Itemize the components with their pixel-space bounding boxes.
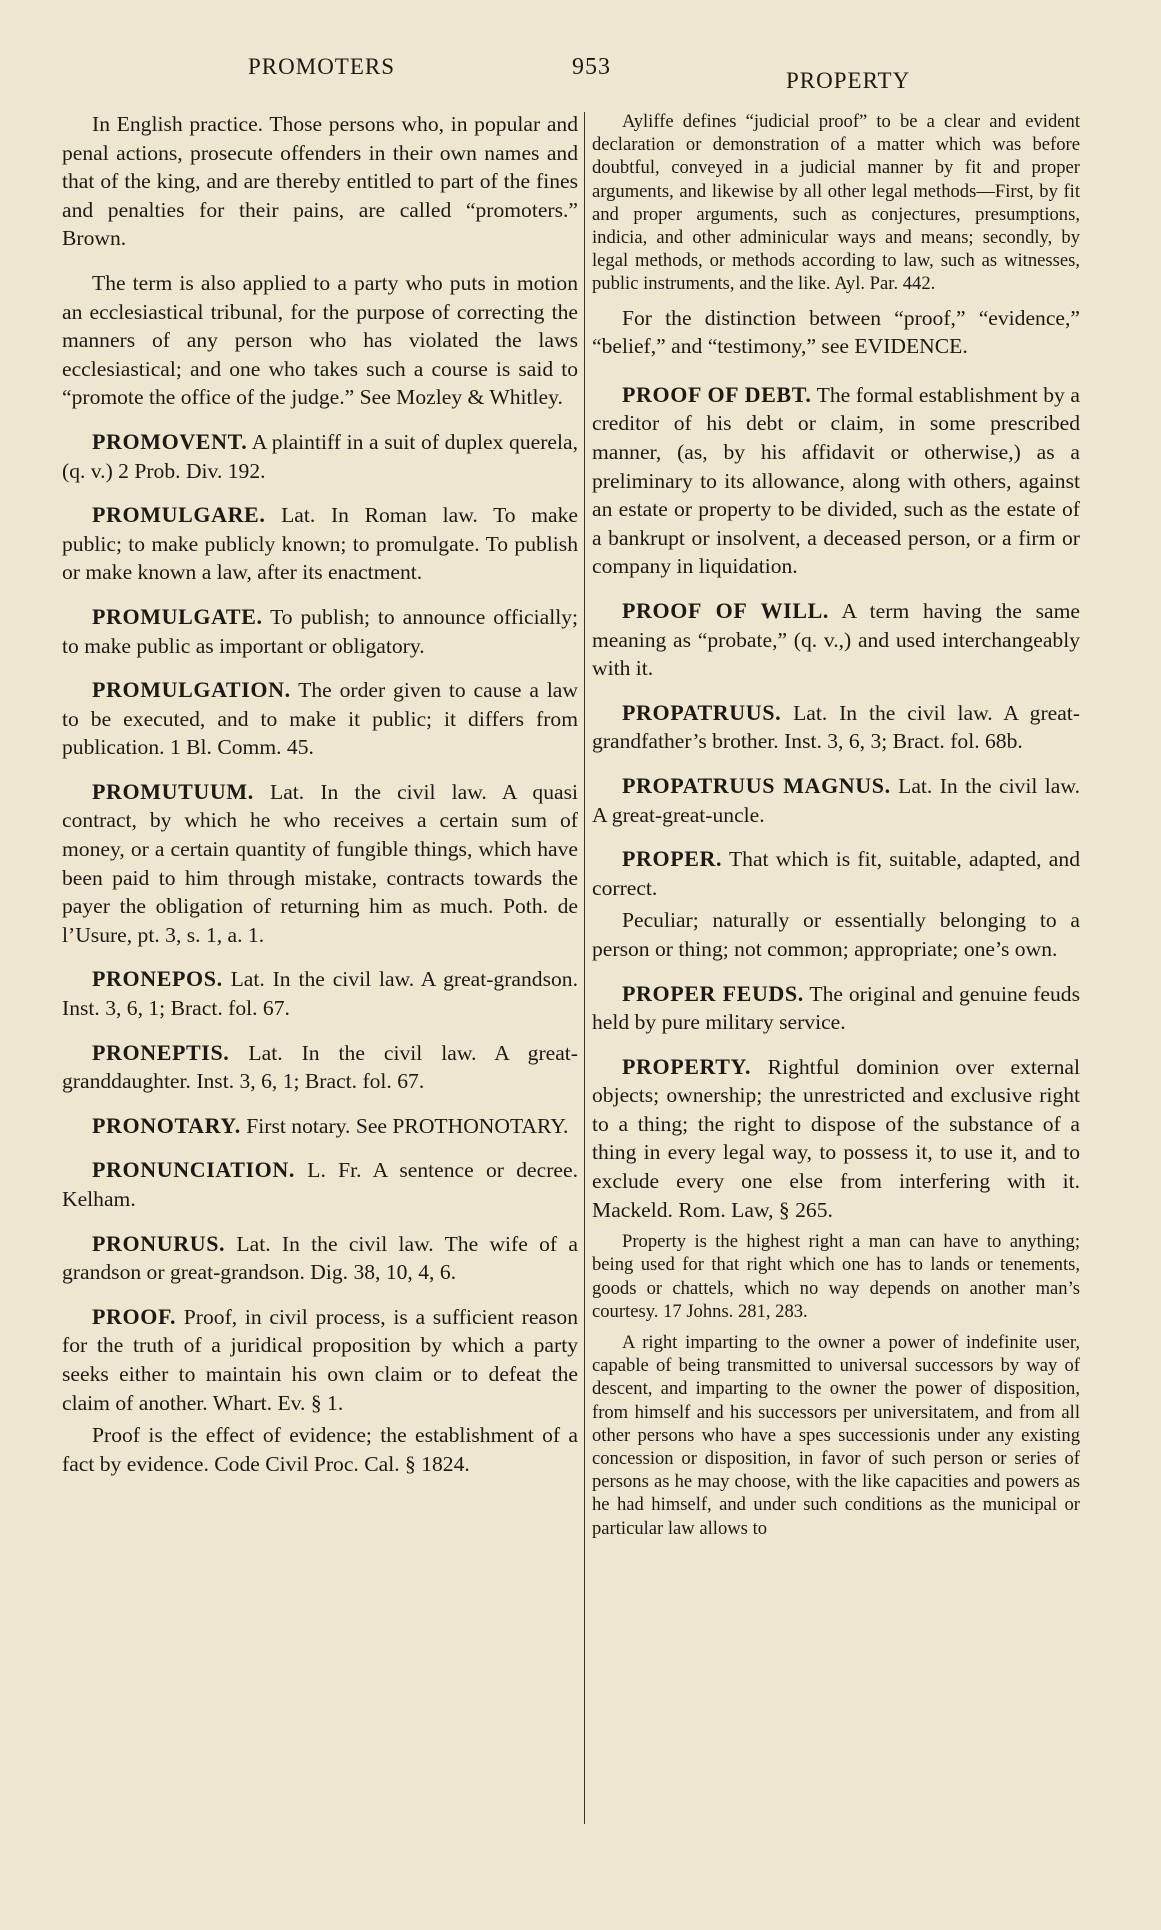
headword: PROPERTY. xyxy=(622,1053,752,1079)
entry-pronunciation: PRONUNCIATION. L. Fr. A sentence or decree. Kelham. xyxy=(62,1157,578,1211)
entry-proof-of-debt: PROOF OF DEBT. The formal establishment by a creditor of his debt or claim, in some prescribed manner, (as, by his affidavit or otherwise,) as a preliminary to its allowance, along with others, against an estate or property to be divided, such as the estate of a bankrupt or insolvent, a deceased person, or a firm or company in liquidation. xyxy=(592,381,1080,579)
headword: PROMULGARE. xyxy=(92,502,266,528)
entry-paragraph: Peculiar; naturally or essentially belonging to a person or thing; not common; appropriate; one’s own. xyxy=(592,908,1080,961)
headword: PROMOVENT. xyxy=(92,428,248,454)
column-divider xyxy=(584,112,585,1824)
entry-paragraph: The term is also applied to a party who puts in motion an ecclesiastical tribunal, for the purpose of correcting the manners of any person who has violated the laws ecclesiastical; and one who takes such a course is said to “promote the office of the judge.” See Mozley & Whitley. xyxy=(62,270,578,410)
headword: PROOF OF DEBT. xyxy=(622,381,812,407)
entry-proof-of-will: PROOF OF WILL. A term having the same meaning as “probate,” (q. v.,) and used interchangeably with it. xyxy=(592,597,1080,681)
entry-paragraph: A right imparting to the owner a power of indefinite user, capable of being transmitted to universal successors by way of descent, and imparting to the owner the power of disposition, from himself and his successors per universitatem, and from all other persons who have a spes successionis under any existing concession or disposition, in favor of such person or series of persons as he may choose, with the like capacities and powers as he had himself, and under such conditions as the municipal or particular law allows to xyxy=(592,1332,1080,1539)
entry-paragraph: Ayliffe defines “judicial proof” to be a clear and evident declaration or demonstration of a matter which was before doubtful, conveyed in a judicial manner by fit and proper arguments, and likewise by all other legal methods—First, by fit and proper arguments, such as conjectures, presumptions, indicia, and other adminicular ways and means; secondly, by legal methods, or methods according to law, such as witnesses, public instruments, and the like. Ayl. Par. 442. xyxy=(592,111,1080,295)
entry-paragraph: In English practice. Those persons who, in popular and penal actions, prosecute offenders in their own names and that of the king, and are thereby entitled to part of the fines and penalties for their pains, are called “promoters.” Brown. xyxy=(62,112,578,251)
entry-paragraph: Property is the highest right a man can have to anything; being used for that right which one has to lands or tenements, goods or chattels, which no way depends on another man’s courtesy. 17 Johns. 281, 283. xyxy=(592,1231,1080,1322)
headword: PROPATRUUS. xyxy=(622,699,782,725)
entry-promulgate: PROMULGATE. To publish; to announce officially; to make public as important or obligatory. xyxy=(62,603,578,658)
entry-propatruus-magnus: PROPATRUUS MAGNUS. Lat. In the civil law. A great-great-uncle. xyxy=(592,772,1080,827)
headword: PRONURUS. xyxy=(92,1230,226,1256)
entry-paragraph: For the distinction between “proof,” “evidence,” “belief,” and “testimony,” see EVIDENCE. xyxy=(592,305,1080,359)
headword: PRONOTARY. xyxy=(92,1112,241,1138)
entry-promulgation: PROMULGATION. The order given to cause a law to be executed, and to make it public; it differs from publication. 1 Bl. Comm. 45. xyxy=(62,677,578,760)
headword: PROPATRUUS MAGNUS. xyxy=(622,772,891,798)
running-head-right: PROPERTY xyxy=(786,68,911,93)
entry-pronotary: PRONOTARY. First notary. See PROTHONOTARY. xyxy=(92,1112,569,1138)
entry-paragraph: Proof is the effect of evidence; the establishment of a fact by evidence. Code Civil Proc. Cal. § 1824. xyxy=(62,1423,578,1476)
headword: PROOF OF WILL. xyxy=(622,597,829,623)
page-number: 953 xyxy=(572,54,611,80)
entry-proof: PROOF. Proof, in civil process, is a sufficient reason for the truth of a juridical proposition by which a party seeks either to maintain his own claim or to defeat the claim of another. Whart. Ev. § 1. xyxy=(62,1303,578,1415)
entry-proper: PROPER. That which is fit, suitable, adapted, and correct. xyxy=(592,846,1080,900)
entry-propatruus: PROPATRUUS. Lat. In the civil law. A great-grandfather’s brother. Inst. 3, 6, 3; Bract. fol. 68b. xyxy=(592,699,1080,754)
entry-proneptis: PRONEPTIS. Lat. In the civil law. A great-granddaughter. Inst. 3, 6, 1; Bract. fol. 67. xyxy=(62,1039,578,1094)
entry-proper-feuds: PROPER FEUDS. The original and genuine feuds held by pure military service. xyxy=(592,980,1080,1035)
entry-promovent: PROMOVENT. A plaintiff in a suit of duplex querela, (q. v.) 2 Prob. Div. 192. xyxy=(62,428,578,483)
entry-promutuum: PROMUTUUM. Lat. In the civil law. A quasi contract, by which he who receives a certain sum of money, or a certain quantity of fungible things, which have been paid to him through mistake, contracts towards the payer the obligation of returning him as much. Poth. de l’Usure, pt. 3, s. 1, a. 1. xyxy=(62,778,578,947)
headword: PRONUNCIATION. xyxy=(92,1157,295,1183)
entry-promulgare: PROMULGARE. Lat. In Roman law. To make public; to make publicly known; to promulgate. To publish or make known a law, after its enactment. xyxy=(62,502,578,585)
running-head-left: PROMOTERS xyxy=(248,54,396,79)
entry-property: PROPERTY. Rightful dominion over external objects; ownership; the unrestricted and exclusive right to a thing; the right to dispose of the substance of a thing in every legal way, to possess it, to use it, and to exclude every one else from interfering with it. Mackeld. Rom. Law, § 265. xyxy=(592,1053,1080,1222)
right-column xyxy=(592,110,1080,1540)
headword: PROMULGATE. xyxy=(92,603,263,629)
headword: PROPER. xyxy=(622,846,723,872)
headword: PROPER FEUDS. xyxy=(622,980,804,1006)
headword: PROMUTUUM. xyxy=(92,778,254,804)
headword: PRONEPTIS. xyxy=(92,1039,230,1065)
headword: PROMULGATION. xyxy=(92,677,291,703)
headword: PROOF. xyxy=(92,1303,177,1329)
entry-pronurus: PRONURUS. Lat. In the civil law. The wife of a grandson or great-grandson. Dig. 38, 10, 4, 6. xyxy=(62,1230,578,1285)
headword: PRONEPOS. xyxy=(92,966,223,992)
entry-pronepos: PRONEPOS. Lat. In the civil law. A great-grandson. Inst. 3, 6, 1; Bract. fol. 67. xyxy=(62,966,578,1021)
left-column xyxy=(62,110,578,1494)
